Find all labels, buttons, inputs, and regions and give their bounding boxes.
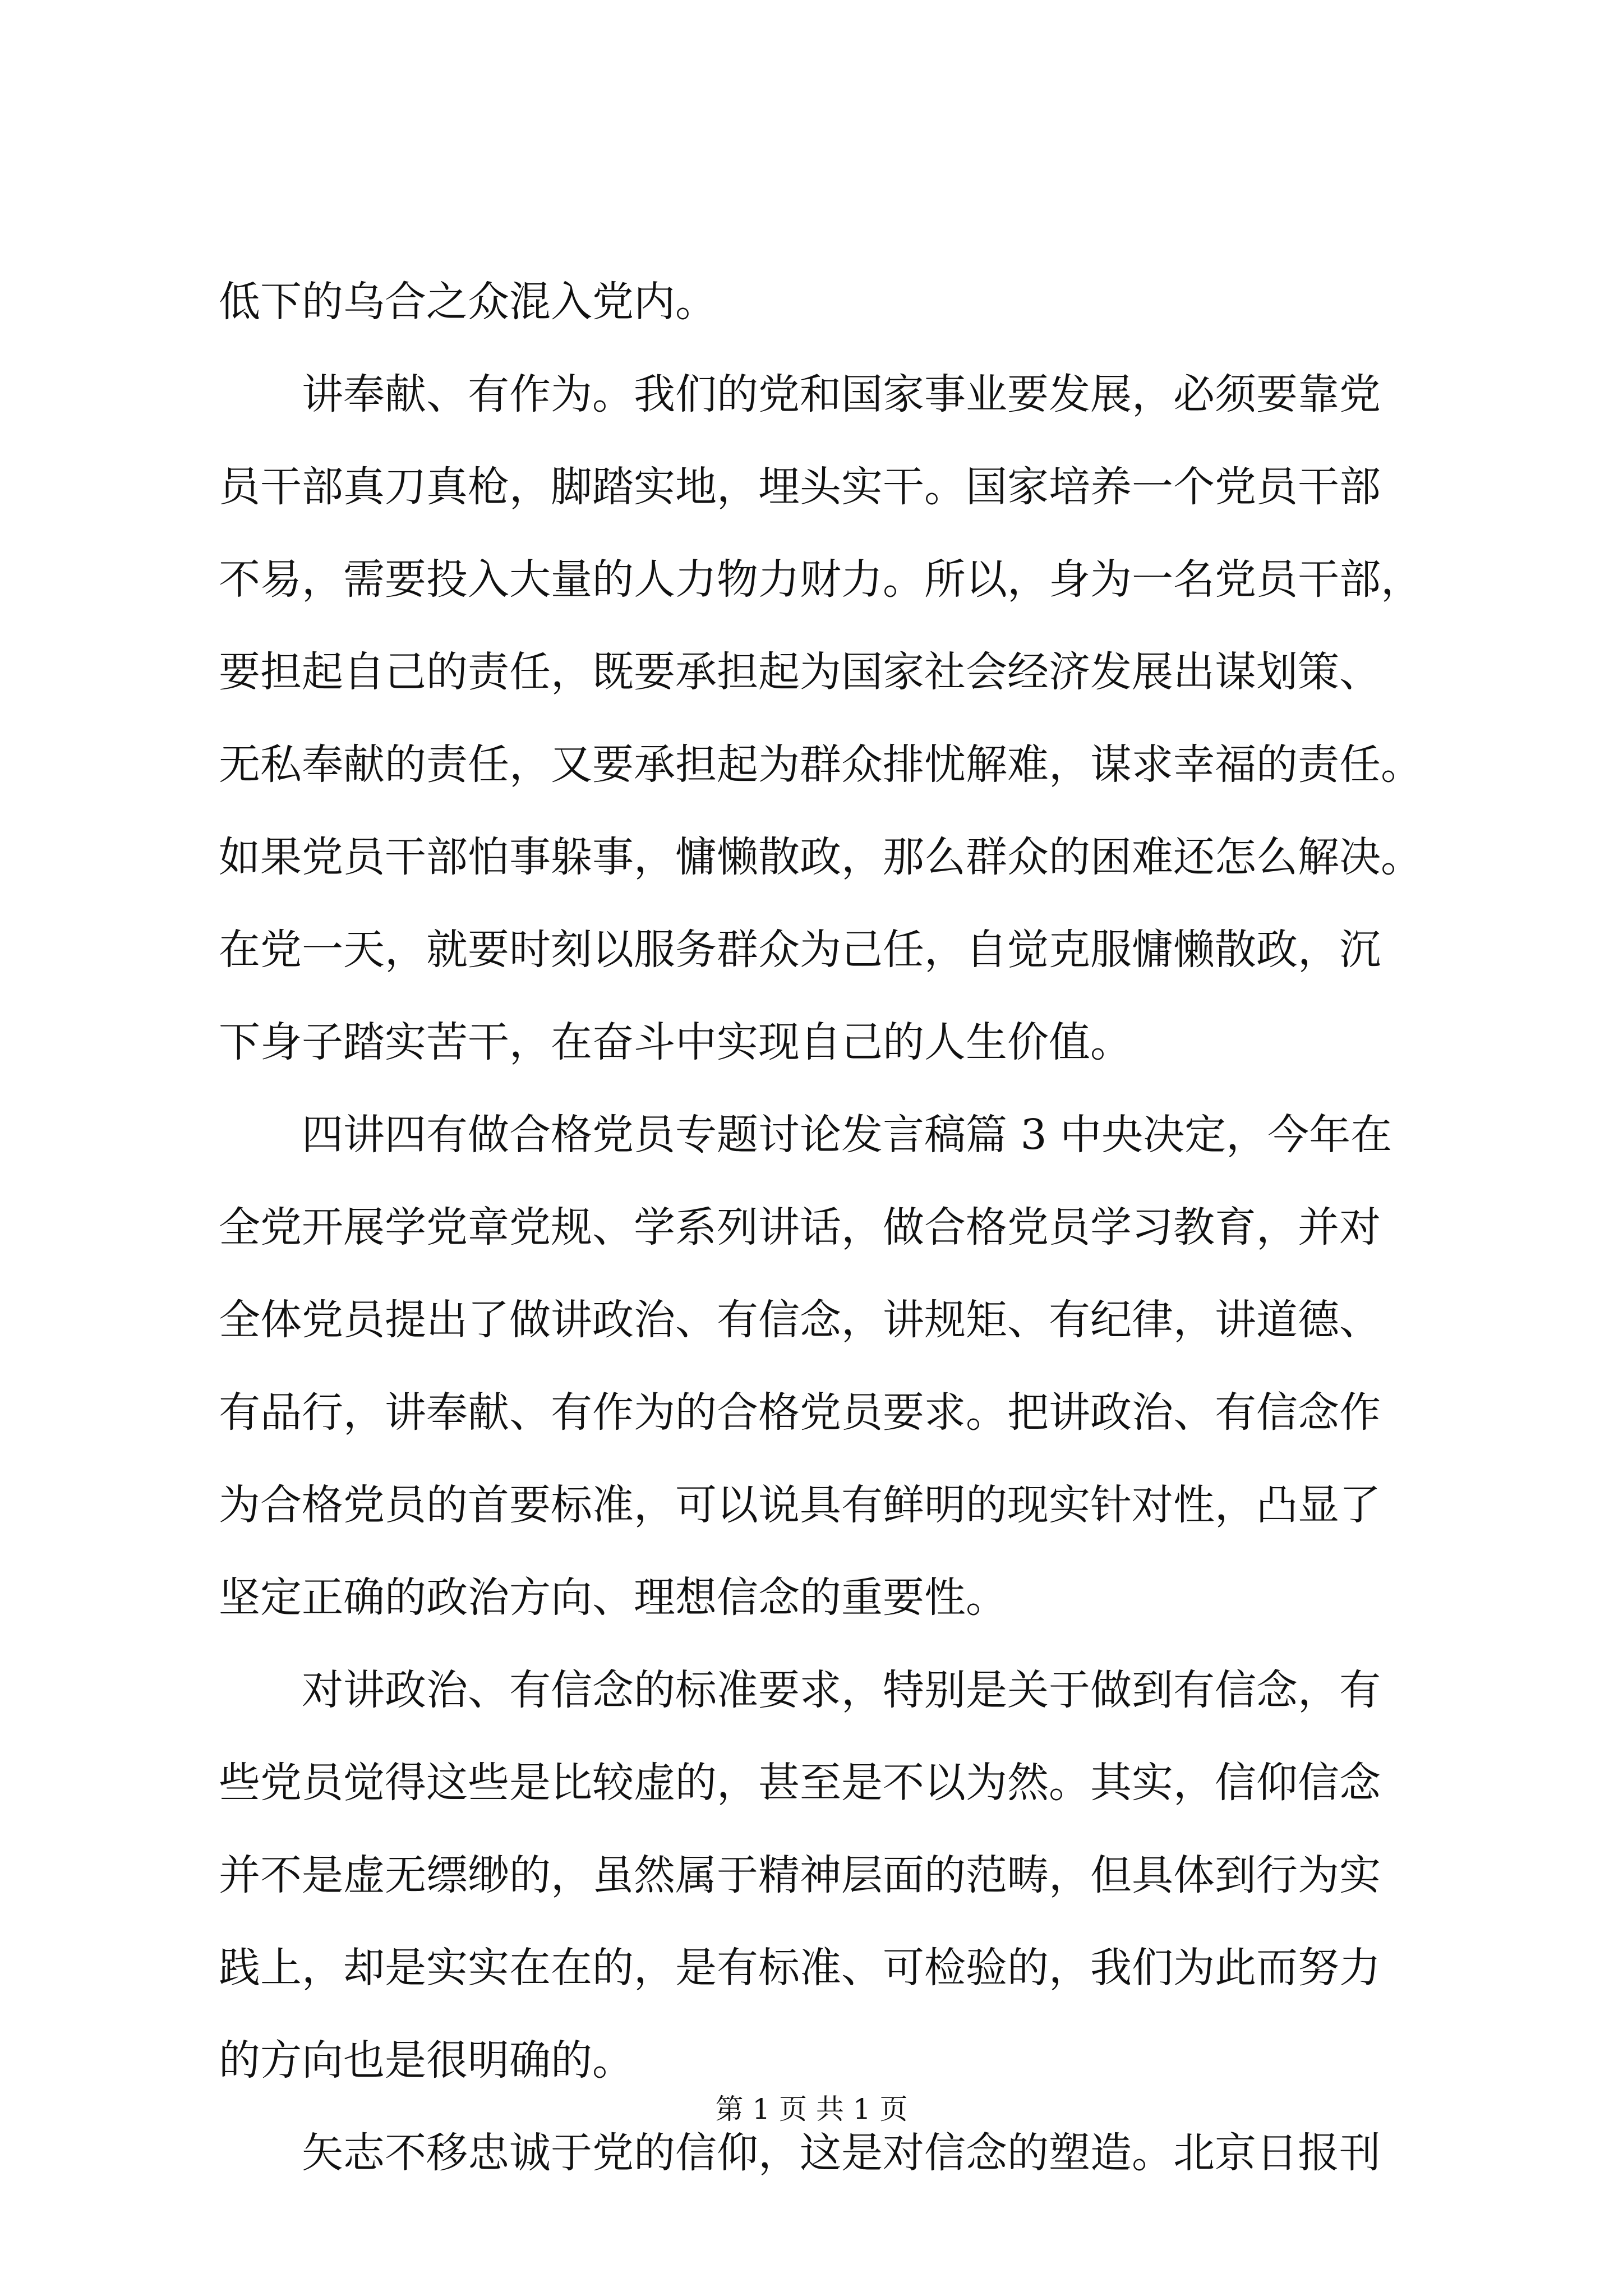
text-line: 讲奉献、有作为。我们的党和国家事业要发展，必须要靠党 xyxy=(302,370,1381,418)
text-line: 对讲政治、有信念的标准要求，特别是关于做到有信念，有 xyxy=(302,1666,1381,1714)
text-line: 无私奉献的责任，又要承担起为群众排忧解难，谋求幸福的责任。 xyxy=(219,740,1422,789)
paragraph-belief-standard xyxy=(219,1644,1436,2107)
text-line: 四讲四有做合格党员专题讨论发言稿篇 3 中央决定，今年在 xyxy=(302,1111,1393,1159)
text-line: 低下的乌合之众混入党内。 xyxy=(219,278,717,326)
text-line: 为合格党员的首要标准，可以说具有鲜明的现实针对性，凸显了 xyxy=(219,1481,1381,1529)
paragraph-continuation xyxy=(219,256,1436,348)
text-line: 在党一天，就要时刻以服务群众为己任，自觉克服慵懒散政，沉 xyxy=(219,926,1381,974)
paragraph-dedication xyxy=(219,348,1436,1089)
text-line: 矢志不移忠诚于党的信仰，这是对信念的塑造。北京日报刊 xyxy=(302,2129,1381,2177)
text-line: 不易，需要投入大量的人力物力财力。所以，身为一名党员干部， xyxy=(219,555,1422,604)
text-line: 践上，却是实实在在的，是有标准、可检验的，我们为此而努力 xyxy=(219,1944,1381,1992)
paragraph-speech-3-intro xyxy=(219,1089,1436,1644)
text-line: 员干部真刀真枪，脚踏实地，埋头实干。国家培养一个党员干部 xyxy=(219,463,1381,511)
text-line: 的方向也是很明确的。 xyxy=(219,2036,634,2085)
text-line: 下身子踏实苦干，在奋斗中实现自己的人生价值。 xyxy=(219,1018,1132,1066)
text-line: 有品行，讲奉献、有作为的合格党员要求。把讲政治、有信念作 xyxy=(219,1388,1381,1437)
text-line: 如果党员干部怕事躲事，慵懒散政，那么群众的困难还怎么解决。 xyxy=(219,833,1422,881)
text-line: 并不是虚无缥缈的，虽然属于精神层面的范畴，但具体到行为实 xyxy=(219,1851,1381,1899)
text-line: 全党开展学党章党规、学系列讲话，做合格党员学习教育，并对 xyxy=(219,1203,1381,1251)
text-line: 些党员觉得这些是比较虚的，甚至是不以为然。其实，信仰信念 xyxy=(219,1759,1381,1807)
document-body xyxy=(219,256,1436,2200)
text-line: 坚定正确的政治方向、理想信念的重要性。 xyxy=(219,1573,1007,1622)
page-footer: 第 1 页 共 1 页 xyxy=(715,2093,908,2125)
text-line: 要担起自己的责任，既要承担起为国家社会经济发展出谋划策、 xyxy=(219,648,1381,696)
text-line: 全体党员提出了做讲政治、有信念，讲规矩、有纪律，讲道德、 xyxy=(219,1296,1381,1344)
